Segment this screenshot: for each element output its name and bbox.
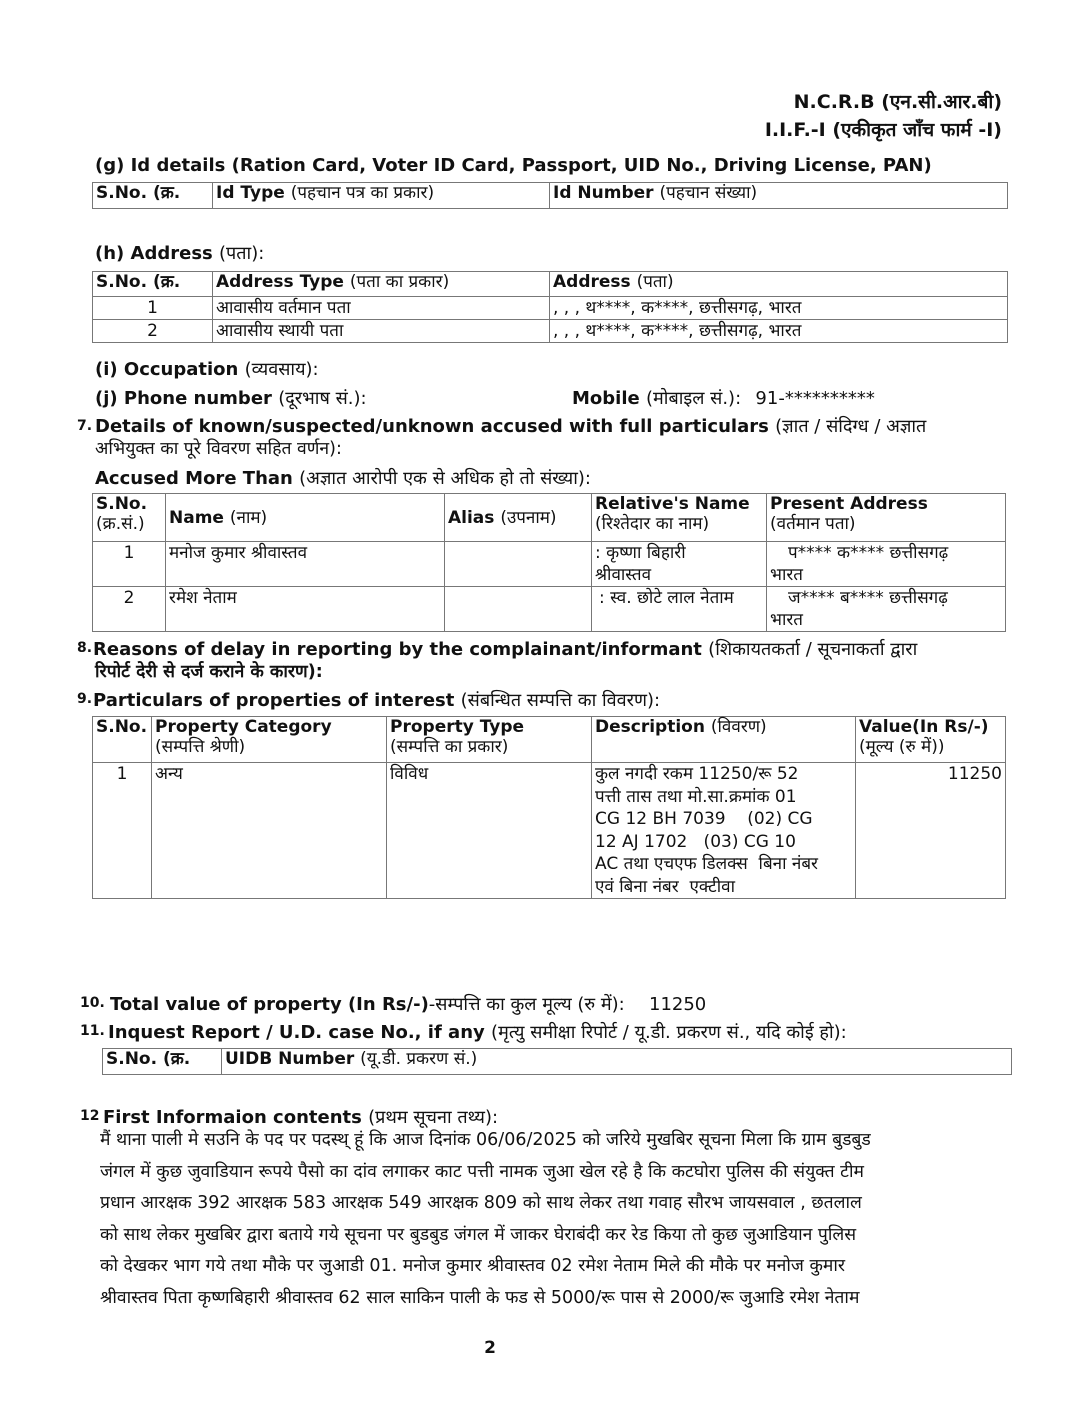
col-present-address: Present Address (वर्तमान पता) xyxy=(767,494,1006,542)
col-sno: S.No. (क्र.सं.) xyxy=(93,494,166,542)
iif-header: I.I.F.-I (एकीकृत जाँच फार्म -I) xyxy=(764,119,1002,141)
table-row: 1 मनोज कुमार श्रीवास्तव : कृष्णा बिहारी श्रीवास्तव प**** क**** छत्तीसगढ़ भारत xyxy=(93,542,1006,587)
section-10-number: 10. xyxy=(80,995,105,1011)
section-h-title: (h) Address (पता): xyxy=(95,243,265,264)
col-description: Description (विवरण) xyxy=(592,717,856,763)
col-property-type: Property Type (सम्पत्ति का प्रकार) xyxy=(387,717,592,763)
properties-table xyxy=(92,716,1006,899)
section-7-title-line2: अभियुक्त का पूरे विवरण सहित वर्णन): xyxy=(95,439,342,459)
col-id-type: Id Type (पहचान पत्र का प्रकार) xyxy=(213,183,550,209)
section-g-title: (g) Id details (Ration Card, Voter ID Card, Passport, UID No., Driving License, PAN) xyxy=(95,155,932,176)
section-12-number: 12 xyxy=(80,1108,100,1124)
section-8-number: 8. xyxy=(77,640,93,656)
address-table xyxy=(92,271,1008,343)
fir-contents: मैं थाना पाली मे सउनि के पद पर पदस्थ् हूं कि आज दिनांक 06/06/2025 को जरिये मुखबिर सूचना मिला कि ग्राम बुडबुड जंगल में कुछ जुवाडियान रूपये पैसो का दांव लगाकर काट पत्ती नामक जुआ खेल रहे है कि कटघोरा पुलिस की संयुक्त टीम प्रधान आरक्षक 392 आरक्षक 583 आरक्षक 549 आरक्षक 809 को साथ लेकर तथा गवाह सौरभ जायसवाल , छतलाल को साथ लेकर मुखबिर द्वारा बताये गये सूचना पर बुडबुड जंगल में जाकर घेराबंदी कर रेड किया तो कुछ जुआडियान पुलिस को देखकर भाग गये तथा मौके पर जुआडी 01. मनोज कुमार श्रीवास्तव 02 रमेश नेताम मिले की मौके पर मनोज कुमार श्रीवास्तव पिता कृष्णबिहारी श्रीवास्तव 62 साल साकिन पाली के फड से 5000/रू पास से 2000/रू जुआडि रमेश नेताम xyxy=(100,1130,871,1308)
section-10-title: Total value of property (In Rs/-)-सम्पत्ति का कुल मूल्य (रु में): 11250 xyxy=(110,994,707,1015)
col-alias: Alias (उपनाम) xyxy=(445,494,592,542)
section-11-title: Inquest Report / U.D. case No., if any (मृत्यु समीक्षा रिपोर्ट / यू.डी. प्रकरण सं., यदि कोई हो): xyxy=(108,1022,847,1043)
col-sno: S.No. (क्र. xyxy=(93,183,213,209)
property-description: कुल नगदी रकम 11250/रू 52 पत्ती तास तथा मो.सा.क्रमांक 01 CG 12 BH 7039 (02) CG 12 AJ 1702 (03) CG 10 AC तथा एचएफ डिलक्स बिना नंबर एवं बिना नंबर एक्टीवा xyxy=(592,763,856,899)
ncrb-header: N.C.R.B (एन.सी.आर.बी) xyxy=(793,91,1002,113)
section-11-number: 11. xyxy=(80,1023,105,1039)
mobile-field: Mobile (मोबाइल सं.): 91-********** xyxy=(572,388,875,409)
col-sno: S.No. (क्र. xyxy=(103,1049,222,1075)
section-12-title: First Informaion contents (प्रथम सूचना तथ्य): xyxy=(103,1107,499,1128)
section-j-title: (j) Phone number (दूरभाष सं.): xyxy=(95,388,367,409)
col-uidb-number: UIDB Number (यू.डी. प्रकरण सं.) xyxy=(222,1049,1012,1075)
table-row: 2 रमेश नेताम : स्व. छोटे लाल नेताम ज**** ब**** छत्तीसगढ़ भारत xyxy=(93,587,1006,632)
col-address: Address (पता) xyxy=(550,272,1008,297)
section-8-title-line2: रिपोर्ट देरी से दर्ज कराने के कारण): xyxy=(95,662,323,682)
inquest-table xyxy=(102,1048,1012,1075)
accused-table xyxy=(92,493,1006,632)
col-sno: S.No. xyxy=(93,717,152,763)
table-row: 1 आवासीय वर्तमान पता , , , थ****, क****, छत्तीसगढ़, भारत xyxy=(93,297,1008,320)
mobile-value: 91-********** xyxy=(755,388,875,409)
accused-more-than: Accused More Than (अज्ञात आरोपी एक से अधिक हो तो संख्या): xyxy=(95,468,591,489)
page-number: 2 xyxy=(484,1338,496,1358)
section-7-number: 7. xyxy=(77,418,93,434)
table-row: 1 अन्य विविध कुल नगदी रकम 11250/रू 52 पत्ती तास तथा मो.सा.क्रमांक 01 CG 12 BH 7039 (02) CG 12 AJ 1702 (03) CG 10 AC तथा एचएफ डिलक्स बिना नंबर एवं बिना नंबर एक्टीवा 11250 xyxy=(93,763,1006,899)
id-details-table xyxy=(92,182,1008,209)
col-name: Name (नाम) xyxy=(166,494,445,542)
col-id-number: Id Number (पहचान संख्या) xyxy=(550,183,1008,209)
total-value: 11250 xyxy=(649,994,707,1015)
col-value: Value(In Rs/-) (मूल्य (रु में)) xyxy=(856,717,1006,763)
section-9-title: Particulars of properties of interest (संबन्धित सम्पत्ति का विवरण): xyxy=(93,690,661,711)
table-row: 2 आवासीय स्थायी पता , , , थ****, क****, छत्तीसगढ़, भारत xyxy=(93,320,1008,343)
section-9-number: 9. xyxy=(77,691,93,707)
section-7-title: Details of known/suspected/unknown accused with full particulars (ज्ञात / संदिग्ध / अज्ञात xyxy=(95,416,927,437)
section-i-title: (i) Occupation (व्यवसाय): xyxy=(95,359,319,380)
section-8-title: Reasons of delay in reporting by the complainant/informant (शिकायतकर्ता / सूचनाकर्ता द्वारा xyxy=(93,639,918,660)
col-relative-name: Relative's Name (रिश्तेदार का नाम) xyxy=(592,494,767,542)
col-address-type: Address Type (पता का प्रकार) xyxy=(213,272,550,297)
col-sno: S.No. (क्र. xyxy=(93,272,213,297)
col-property-category: Property Category (सम्पत्ति श्रेणी) xyxy=(152,717,387,763)
